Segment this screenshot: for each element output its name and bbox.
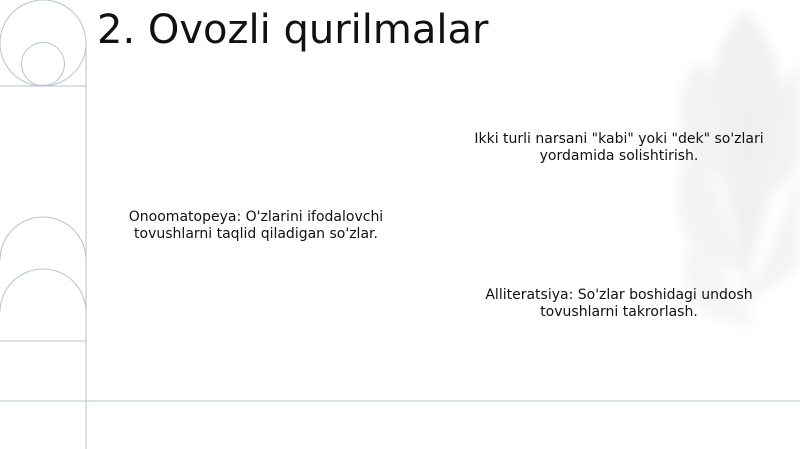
- leaf-watermark: [677, 10, 800, 330]
- alliteration-definition: Alliteratsiya: So'zlar boshidagi undosh tovushlarni takrorlash.: [485, 287, 753, 320]
- onomatopeya-definition: Onoomatopeya: O'zlarini ifodalovchi tovushlarni taqlid qiladigan so'zlar.: [128, 209, 384, 242]
- page-title: 2. Ovozli qurilmalar: [97, 7, 489, 53]
- lower-arch-outline: [0, 269, 86, 312]
- upper-arch-outline: [0, 217, 86, 260]
- simile-definition: Ikki turli narsani "kabi" yoki "dek" so'zlari yordamida solishtirish.: [474, 131, 764, 164]
- inner-circle-outline: [22, 43, 65, 86]
